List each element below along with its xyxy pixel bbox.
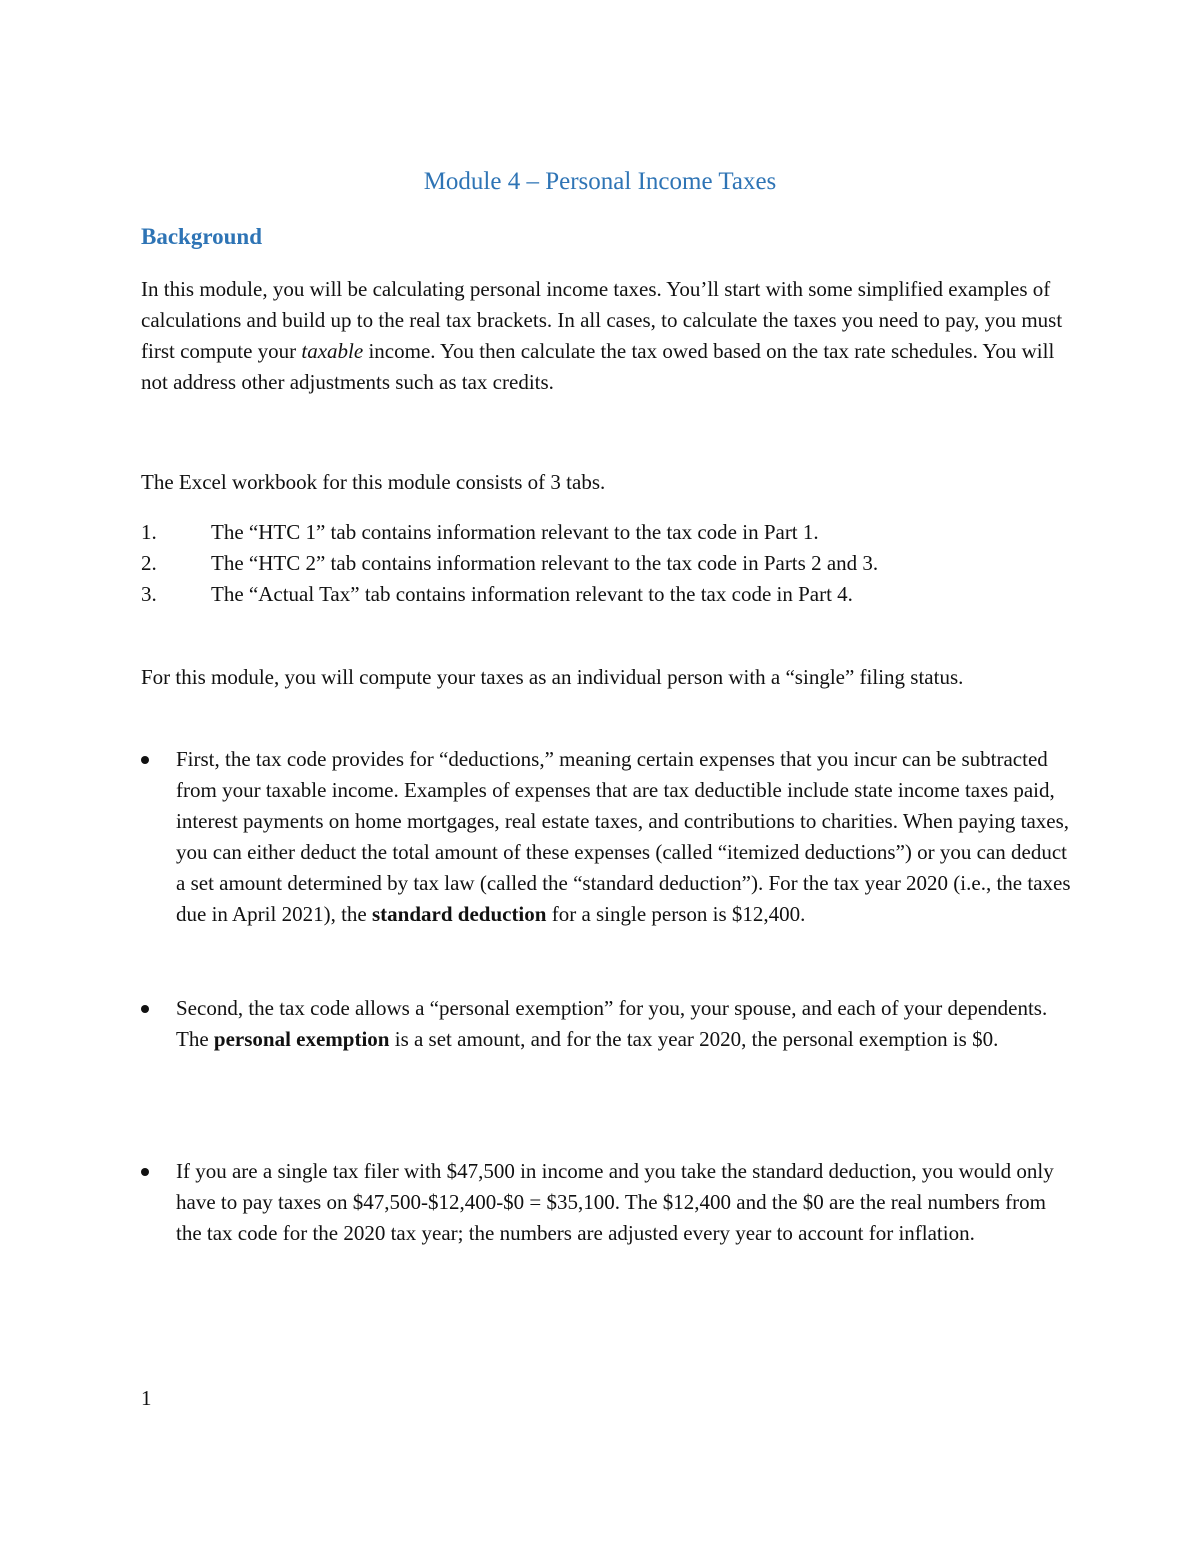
workbook-intro-paragraph: The Excel workbook for this module consists of 3 tabs. [141,470,606,494]
bullet-text [176,993,1071,1055]
bullet-item-deductions [141,744,1071,930]
page-number: 1 [141,1386,152,1410]
bullet-text: If you are a single tax filer with $47,500 in income and you take the standard deduction, you would only have to pay taxes on $47,500-$12,400-$0 = $35,100. The $12,400 and the $0 are the real numbers from the tax code for the 2020 tax year; the numbers are adjusted every year to account for inflation. [176,1159,1054,1245]
bullet-text-start: Second, the tax code allows a “personal exemption” for you, your spouse, and each of your dependents. The [176,996,1048,1051]
intro-text-start: In this module, you will be calculating personal income taxes. You’ll start with some simplified examples of calculations and build up to the real tax brackets. In all cases, to calculate the taxes you need to pay, you must first compute your [141,277,1063,363]
list-item-text: The “HTC 2” tab contains information relevant to the tax code in Parts 2 and 3. [211,551,879,575]
list-item [141,579,1071,610]
intro-paragraph [141,274,1071,398]
section-heading-background: Background [141,224,263,249]
list-item-number: 3. [141,582,157,606]
bold-standard-deduction: standard deduction [371,902,547,926]
bullet-item-example [141,1156,1071,1249]
bullet-text-start: First, the tax code provides for “deductions,” meaning certain expenses that you incur can be subtracted from your taxable income. Examples of expenses that are tax deductible include state income taxes paid, interest payments on home mortgages, real estate taxes, and contributions to charities. When paying taxes, you can either deduct the total amount of these expenses (called “itemized deductions”) or you can deduct a set amount determined by tax law (called the “standard deduction”). For the tax year 2020 (i.e., the taxes due in April 2021), the [176,747,1071,926]
list-item-number: 1. [141,520,157,544]
list-item-text: The “HTC 1” tab contains information relevant to the tax code in Part 1. [211,520,819,544]
intro-italic-taxable: taxable [301,339,364,363]
bullet-dot-icon [141,756,149,764]
bullet-text-end: for a single person is $12,400. [546,902,806,926]
bullet-text [176,744,1071,930]
intro-text-end: income. You then calculate the tax owed based on the tax rate schedules. You will not address other adjustments such as tax credits. [141,339,1055,394]
list-item [141,517,1071,548]
list-item-number: 2. [141,551,157,575]
bold-personal-exemption: personal exemption [213,1027,390,1051]
bullet-item-exemption [141,993,1071,1055]
bullet-text-end: is a set amount, and for the tax year 2020, the personal exemption is $0. [389,1027,999,1051]
list-item-text: The “Actual Tax” tab contains information relevant to the tax code in Part 4. [211,582,853,606]
workbook-tabs-list [141,517,1071,610]
filing-status-paragraph: For this module, you will compute your taxes as an individual person with a “single” filing status. [141,665,964,689]
list-item [141,548,1071,579]
page-title: Module 4 – Personal Income Taxes [423,168,777,195]
bullet-dot-icon [141,1005,149,1013]
bullet-dot-icon [141,1168,149,1176]
